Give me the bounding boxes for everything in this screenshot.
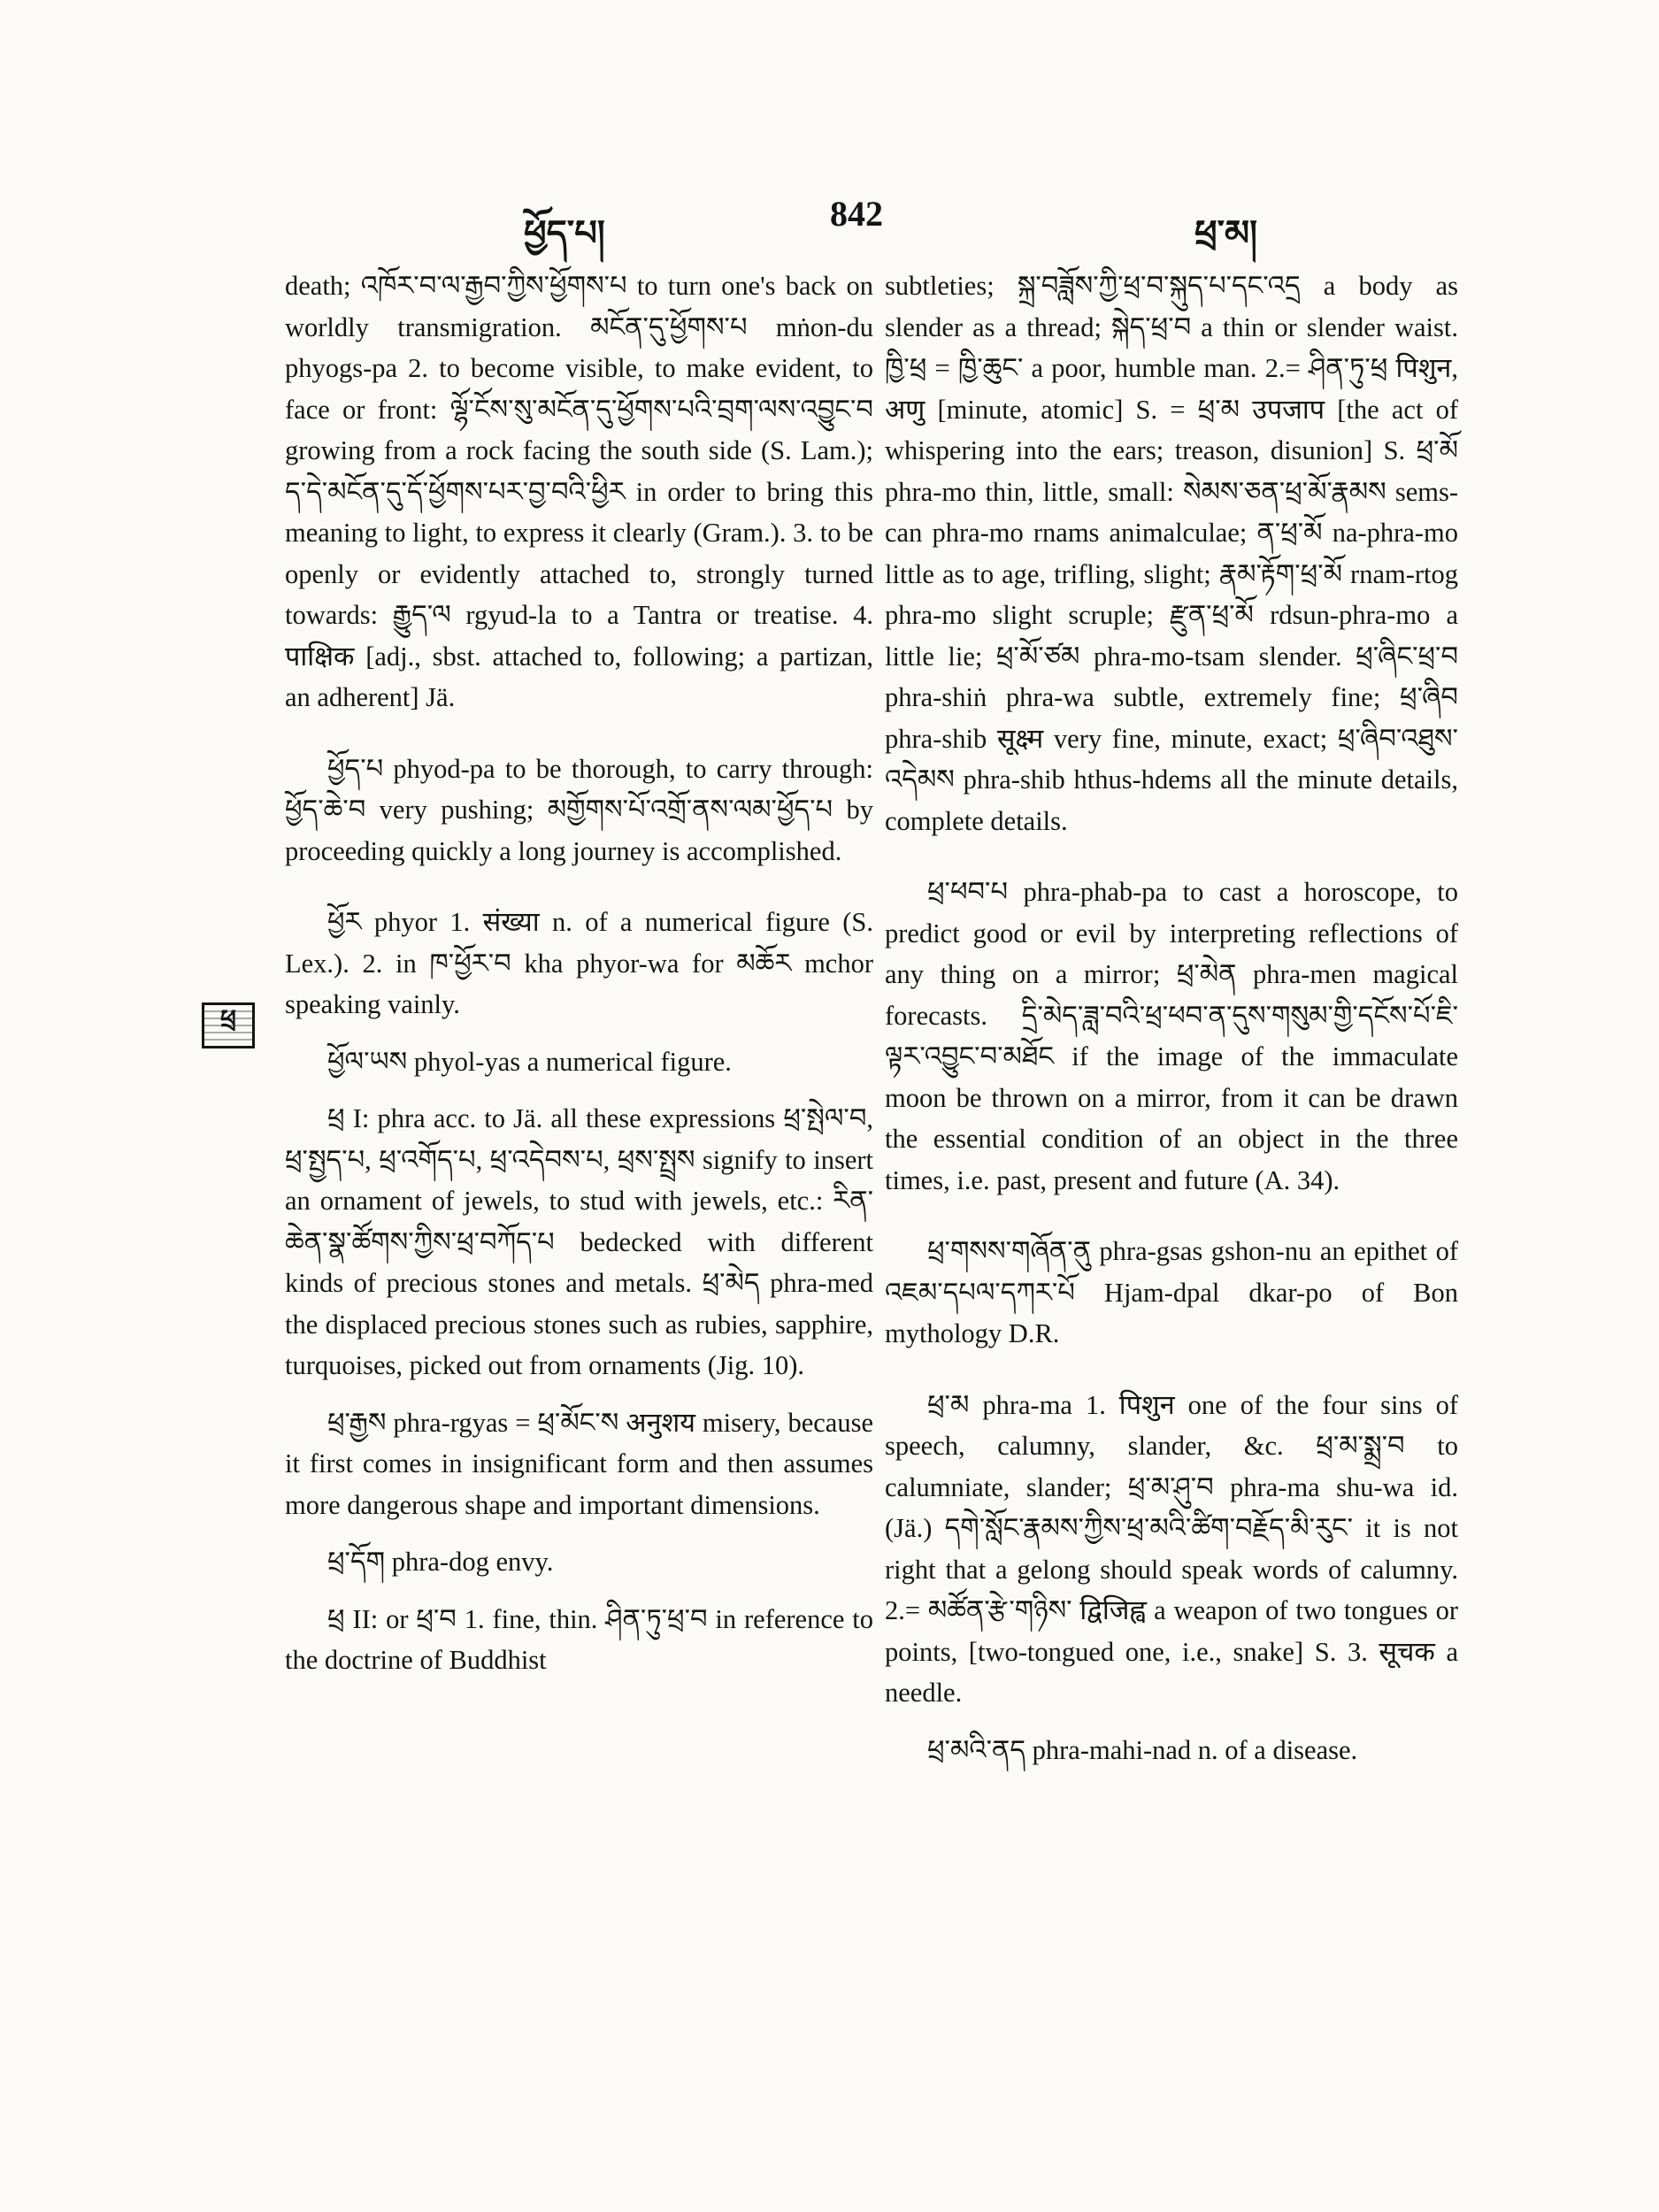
entry-phyor: ཕྱོར phyor 1. संख्या n. of a numerical figure (S. Lex.). 2. in ཁ་ཕྱོར་བ kha phyor-wa for མཆོར mchor speaking vainly. [285,907,873,1019]
margin-index-mark [202,1002,255,1048]
entry-phra-ma: ཕྲ་མ phra-ma 1. पिशुन one of the four sins of speech, calumny, slander, &c. ཕྲ་མ་སྨྲ་བ to calumniate, slander; ཕྲ་མ་ཤུ་བ phra-ma shu-wa id. (Jä.) དགེ་སློང་རྣམས་ཀྱིས་ཕྲ་མའི་ཚིག་བརྗོད་མི་རུང་ it is not right that a gelong should speak words of calumny. 2.= མཚོན་རྩེ་གཉིས་ द्विजिह्व a weapon of two tongues or points, [two-tongued one, i.e., snake] S. 3. सूचक a needle. [885,1389,1458,1708]
entry-paragraph: subtleties; སྐྲ་བཟློས་ཀྱི་ཕྲ་བ་སྐུད་པ་དང་འདྲ a body as slender as a thread; སྐེད་ཕྲ་བ a thin or slender waist. ཁྱི་ཕྲ = ཁྱི་ཆུང་ a poor, humble man. 2.= ཤིན་ཏུ་ཕྲ पिशुन, अणु [minute, atomic] S. = ཕྲ་མ उपजाप [the act of whispering into the ears; treason, disunion] S. ཕྲ་མོ phra-mo thin, little, small: སེམས་ཅན་ཕྲ་མོ་རྣམས sems-can phra-mo rnams animalculae; ན་ཕྲ་མོ na-phra-mo little as to age, trifling, slight; རྣམ་རྟོག་ཕྲ་མོ rnam-rtog phra-mo slight scruple; རྫུན་ཕྲ་མོ rdsun-phra-mo a little lie; ཕྲ་མོ་ཙམ phra-mo-tsam slender. ཕྲ་ཞིང་ཕྲ་བ phra-shiṅ phra-wa subtle, extremely fine; ཕྲ་ཞིབ phra-shib सूक्ष्म very fine, minute, exact; ཕྲ་ཞིབ་འཐུས་འདེམས phra-shib hthus-hdems all the minute details, complete details. [885,271,1458,836]
entry-phra-dog: ཕྲ་དོག phra-dog envy. [327,1547,554,1577]
entry-phra-2: ཕྲ II: or ཕྲ་བ 1. fine, thin. ཤིན་ཏུ་ཕྲ་བ in reference to the doctrine of Buddhist [285,1603,873,1675]
entry-phra-rgyas: ཕྲ་རྒྱས phra-rgyas = ཕྲ་མོང་ས अनुशय misery, because it first comes in insignificant form and then assumes more dangerous shape and important dimensions. [285,1407,873,1520]
entry-phra-mahi-nad: ཕྲ་མའི་ནད phra-mahi-nad n. of a disease. [927,1734,1358,1765]
margin-index-label: ཕྲ [220,1003,236,1033]
entry-phra-phab-pa: ཕྲ་ཕབ་པ phra-phab-pa to cast a horoscope, to predict good or evil by interpreting reflections of any thing on a mirror; ཕྲ་མེན phra-men magical forecasts. དྲི་མེད་ཟླ་བའི་ཕྲ་ཕབ་ན་དུས་གསུམ་གྱི་དངོས་པོ་ཇི་ལྟར་འབྱུང་བ་མཐོང if the image of the immaculate moon be thrown on a mirror, from it can be drawn the essential condition of an object in the three times, i.e. past, present and future (A. 34). [885,877,1458,1195]
running-head-right: ཕྲ་མ། [1194,212,1257,254]
entry-phra-gsas: ཕྲ་གསས་གཞོན་ནུ phra-gsas gshon-nu an epithet of འཇམ་དཔལ་དཀར་པོ Hjam-dpal dkar-po of Bon mythology D.R. [885,1236,1458,1348]
running-head-left: ཕྱོད་པ། [524,212,605,254]
right-column [885,265,1458,1770]
entry-phyod-pa: ཕྱོད་པ phyod-pa to be thorough, to carry through: ཕྱོད་ཆེ་བ very pushing; མགྱོགས་པོ་འགྲོ་ནས་ལམ་ཕྱོད་པ by proceeding quickly a long journey is accomplished. [285,753,873,866]
entry-paragraph: death; འཁོར་བ་ལ་རྒྱབ་ཀྱིས་ཕྱོགས་པ to turn one's back on worldly transmigration. མངོན་དུ་ཕྱོགས་པ mṅon-du phyogs-pa 2. to become visible, to make evident, to face or front: ལྷོ་ངོས་སུ་མངོན་དུ་ཕྱོགས་པའི་བྲག་ལས་འབྱུང་བ growing from a rock facing the south side (S. Lam.); ད་དེ་མངོན་དུ་དོ་ཕྱོགས་པར་བྱ་བའི་ཕྱིར in order to bring this meaning to light, to express it clearly (Gram.). 3. to be openly or evidently attached to, strongly turned towards: རྒྱུད་ལ rgyud-la to a Tantra or treatise. 4. पाक्षिक [adj., sbst. attached to, following; a partizan, an adherent] Jä. [285,271,873,712]
entry-phra-1: ཕྲ I: phra acc. to Jä. all these expressions ཕྲ་སྤེལ་བ, ཕྲ་སྤྱད་པ, ཕྲ་འགོད་པ, ཕྲ་འདེབས་པ, ཕྲས་སྤྲས signify to insert an ornament of jewels, to stud with jewels, etc.: རིན་ཆེན་སྣ་ཚོགས་ཀྱིས་ཕྲ་བཀོད་པ bedecked with different kinds of precious stones and metals. ཕྲ་མེད phra-med the displaced precious stones such as rubies, sapphire, turquoises, picked out from ornaments (Jig. 10). [285,1103,873,1380]
page-header [0,193,1659,254]
left-column [285,265,873,1681]
entry-phyol-yas: ཕྱོལ་ཡས phyol-yas a numerical figure. [327,1046,732,1077]
page-number: 842 [830,194,883,234]
